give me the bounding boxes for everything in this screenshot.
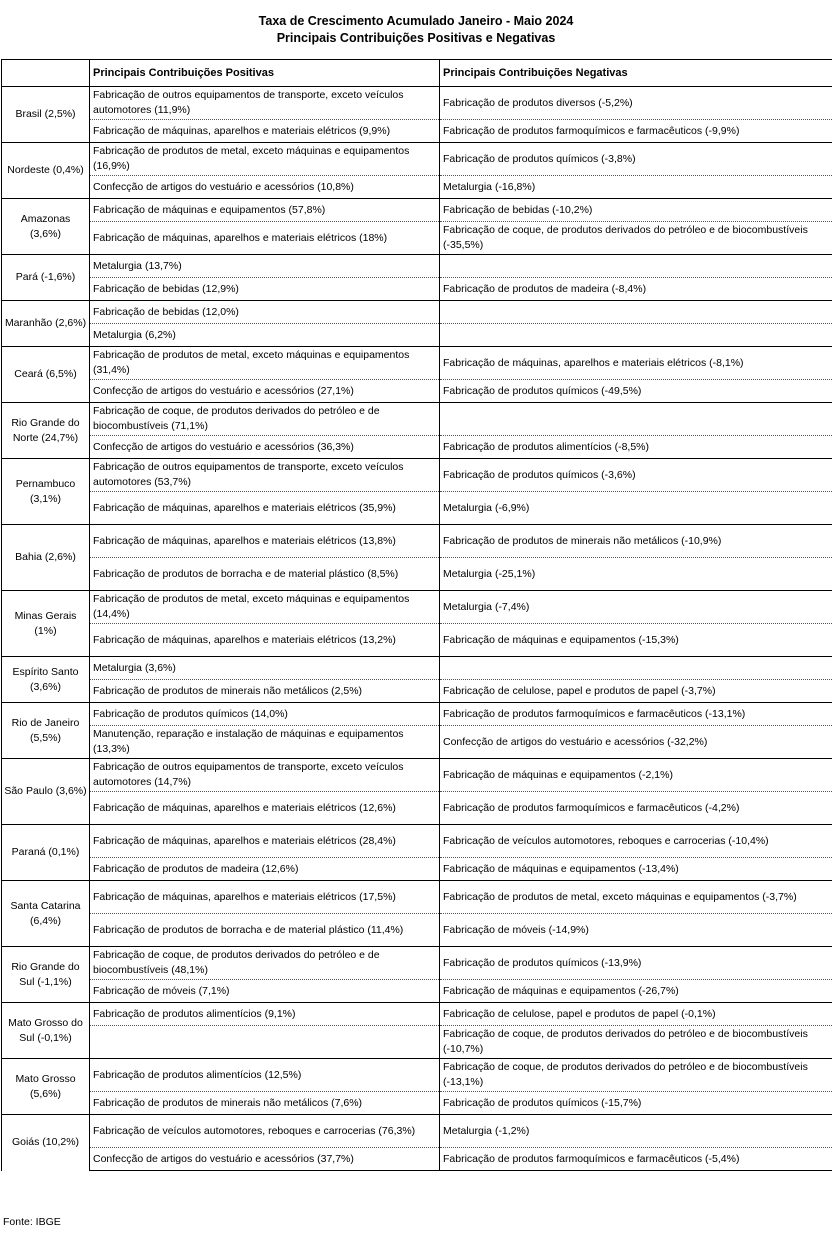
negative-contribution-cell (440, 403, 832, 436)
positive-contribution-cell: Fabricação de bebidas (12,9%) (90, 278, 440, 301)
positive-contribution-cell: Confecção de artigos do vestuário e acessórios (10,8%) (90, 176, 440, 199)
state-cell: Rio de Janeiro (5,5%) (2, 703, 90, 759)
table-row (2, 255, 832, 278)
negative-contribution-cell: Fabricação de veículos automotores, reboques e carrocerias (-10,4%) (440, 825, 832, 858)
negative-contribution-cell: Fabricação de produtos de madeira (-8,4%) (440, 278, 832, 301)
positive-contribution-cell: Fabricação de produtos de metal, exceto máquinas e equipamentos (14,4%) (90, 591, 440, 624)
negative-contribution-cell: Metalurgia (-1,2%) (440, 1115, 832, 1148)
positive-contribution-cell: Fabricação de máquinas, aparelhos e materiais elétricos (17,5%) (90, 881, 440, 914)
negative-contribution-cell: Metalurgia (-7,4%) (440, 591, 832, 624)
negative-contribution-cell (440, 301, 832, 324)
table-row (2, 726, 832, 759)
table-row (2, 680, 832, 703)
header-negative: Principais Contribuições Negativas (440, 60, 832, 87)
state-cell: Brasil (2,5%) (2, 87, 90, 143)
positive-contribution-cell: Fabricação de máquinas, aparelhos e materiais elétricos (18%) (90, 222, 440, 255)
positive-contribution-cell: Fabricação de bebidas (12,0%) (90, 301, 440, 324)
state-cell: Bahia (2,6%) (2, 525, 90, 591)
table-row (2, 87, 832, 120)
negative-contribution-cell: Fabricação de máquinas e equipamentos (-15,3%) (440, 624, 832, 657)
negative-contribution-cell: Fabricação de máquinas e equipamentos (-2,1%) (440, 759, 832, 792)
table-row (2, 176, 832, 199)
table-row (2, 436, 832, 459)
table-row (2, 301, 832, 324)
state-cell: Mato Grosso (5,6%) (2, 1059, 90, 1115)
table-row (2, 1115, 832, 1148)
positive-contribution-cell: Fabricação de máquinas, aparelhos e materiais elétricos (13,2%) (90, 624, 440, 657)
state-cell: Mato Grosso do Sul (-0,1%) (2, 1003, 90, 1059)
table-row (2, 1092, 832, 1115)
negative-contribution-cell: Fabricação de produtos farmoquímicos e farmacêuticos (-5,4%) (440, 1148, 832, 1171)
table-row (2, 657, 832, 680)
positive-contribution-cell: Fabricação de produtos químicos (14,0%) (90, 703, 440, 726)
negative-contribution-cell (440, 324, 832, 347)
state-cell: Espírito Santo (3,6%) (2, 657, 90, 703)
table-row (2, 881, 832, 914)
positive-contribution-cell: Fabricação de produtos de minerais não metálicos (2,5%) (90, 680, 440, 703)
table-row (2, 222, 832, 255)
negative-contribution-cell: Metalurgia (-6,9%) (440, 492, 832, 525)
table-row (2, 591, 832, 624)
state-cell: Goiás (10,2%) (2, 1115, 90, 1171)
negative-contribution-cell: Metalurgia (-16,8%) (440, 176, 832, 199)
negative-contribution-cell (440, 657, 832, 680)
positive-contribution-cell (90, 1026, 440, 1059)
table-row (2, 380, 832, 403)
positive-contribution-cell: Fabricação de produtos de metal, exceto máquinas e equipamentos (31,4%) (90, 347, 440, 380)
negative-contribution-cell: Fabricação de coque, de produtos derivados do petróleo e de biocombustíveis (-10,7%) (440, 1026, 832, 1059)
negative-contribution-cell: Fabricação de bebidas (-10,2%) (440, 199, 832, 222)
table-row (2, 825, 832, 858)
positive-contribution-cell: Fabricação de produtos de metal, exceto máquinas e equipamentos (16,9%) (90, 143, 440, 176)
positive-contribution-cell: Fabricação de outros equipamentos de transporte, exceto veículos automotores (14,7%) (90, 759, 440, 792)
table-row (2, 120, 832, 143)
table-row (2, 1026, 832, 1059)
positive-contribution-cell: Fabricação de móveis (7,1%) (90, 980, 440, 1003)
positive-contribution-cell: Confecção de artigos do vestuário e acessórios (27,1%) (90, 380, 440, 403)
negative-contribution-cell: Metalurgia (-25,1%) (440, 558, 832, 591)
state-cell: Paraná (0,1%) (2, 825, 90, 881)
positive-contribution-cell: Fabricação de produtos alimentícios (12,5%) (90, 1059, 440, 1092)
negative-contribution-cell: Fabricação de máquinas e equipamentos (-26,7%) (440, 980, 832, 1003)
state-cell: São Paulo (3,6%) (2, 759, 90, 825)
positive-contribution-cell: Confecção de artigos do vestuário e acessórios (37,7%) (90, 1148, 440, 1171)
negative-contribution-cell: Fabricação de produtos químicos (-3,6%) (440, 459, 832, 492)
source-note: Fonte: IBGE (3, 1216, 61, 1228)
header-state (2, 60, 90, 87)
positive-contribution-cell: Metalurgia (6,2%) (90, 324, 440, 347)
state-cell: Minas Gerais (1%) (2, 591, 90, 657)
positive-contribution-cell: Fabricação de máquinas, aparelhos e materiais elétricos (35,9%) (90, 492, 440, 525)
table-row (2, 278, 832, 301)
table-row (2, 199, 832, 222)
table-row (2, 1059, 832, 1092)
table-row (2, 324, 832, 347)
table-row (2, 858, 832, 881)
negative-contribution-cell: Confecção de artigos do vestuário e acessórios (-32,2%) (440, 726, 832, 759)
positive-contribution-cell: Fabricação de veículos automotores, reboques e carrocerias (76,3%) (90, 1115, 440, 1148)
negative-contribution-cell: Fabricação de celulose, papel e produtos de papel (-3,7%) (440, 680, 832, 703)
positive-contribution-cell: Fabricação de máquinas e equipamentos (57,8%) (90, 199, 440, 222)
table-row (2, 403, 832, 436)
state-cell: Ceará (6,5%) (2, 347, 90, 403)
negative-contribution-cell: Fabricação de produtos farmoquímicos e farmacêuticos (-4,2%) (440, 792, 832, 825)
table-row (2, 980, 832, 1003)
positive-contribution-cell: Fabricação de produtos de borracha e de material plástico (8,5%) (90, 558, 440, 591)
positive-contribution-cell: Fabricação de máquinas, aparelhos e materiais elétricos (9,9%) (90, 120, 440, 143)
negative-contribution-cell: Fabricação de coque, de produtos derivados do petróleo e de biocombustíveis (-35,5%) (440, 222, 832, 255)
table-row (2, 759, 832, 792)
state-cell: Rio Grande do Norte (24,7%) (2, 403, 90, 459)
header-row (2, 60, 832, 87)
table-row (2, 347, 832, 380)
table-row (2, 143, 832, 176)
positive-contribution-cell: Fabricação de produtos de minerais não metálicos (7,6%) (90, 1092, 440, 1115)
table-row (2, 492, 832, 525)
state-cell: Maranhão (2,6%) (2, 301, 90, 347)
negative-contribution-cell: Fabricação de produtos farmoquímicos e farmacêuticos (-13,1%) (440, 703, 832, 726)
positive-contribution-cell: Fabricação de outros equipamentos de transporte, exceto veículos automotores (11,9%) (90, 87, 440, 120)
negative-contribution-cell: Fabricação de produtos químicos (-15,7%) (440, 1092, 832, 1115)
table-row (2, 703, 832, 726)
table-row (2, 558, 832, 591)
negative-contribution-cell: Fabricação de produtos químicos (-3,8%) (440, 143, 832, 176)
table-row (2, 525, 832, 558)
contributions-table (1, 59, 832, 1171)
negative-contribution-cell (440, 255, 832, 278)
table-body (2, 87, 832, 1171)
positive-contribution-cell: Fabricação de outros equipamentos de transporte, exceto veículos automotores (53,7%) (90, 459, 440, 492)
negative-contribution-cell: Fabricação de produtos diversos (-5,2%) (440, 87, 832, 120)
table-row (2, 947, 832, 980)
state-cell: Nordeste (0,4%) (2, 143, 90, 199)
negative-contribution-cell: Fabricação de máquinas, aparelhos e materiais elétricos (-8,1%) (440, 347, 832, 380)
state-cell: Amazonas (3,6%) (2, 199, 90, 255)
negative-contribution-cell: Fabricação de móveis (-14,9%) (440, 914, 832, 947)
state-cell: Pará (-1,6%) (2, 255, 90, 301)
table-row (2, 914, 832, 947)
table-row (2, 1003, 832, 1026)
positive-contribution-cell: Metalurgia (13,7%) (90, 255, 440, 278)
positive-contribution-cell: Fabricação de máquinas, aparelhos e materiais elétricos (13,8%) (90, 525, 440, 558)
negative-contribution-cell: Fabricação de produtos alimentícios (-8,5%) (440, 436, 832, 459)
positive-contribution-cell: Confecção de artigos do vestuário e acessórios (36,3%) (90, 436, 440, 459)
table-row (2, 459, 832, 492)
positive-contribution-cell: Metalurgia (3,6%) (90, 657, 440, 680)
state-cell: Santa Catarina (6,4%) (2, 881, 90, 947)
negative-contribution-cell: Fabricação de produtos químicos (-49,5%) (440, 380, 832, 403)
negative-contribution-cell: Fabricação de produtos farmoquímicos e farmacêuticos (-9,9%) (440, 120, 832, 143)
positive-contribution-cell: Fabricação de coque, de produtos derivados do petróleo e de biocombustíveis (48,1%) (90, 947, 440, 980)
positive-contribution-cell: Manutenção, reparação e instalação de máquinas e equipamentos (13,3%) (90, 726, 440, 759)
negative-contribution-cell: Fabricação de celulose, papel e produtos de papel (-0,1%) (440, 1003, 832, 1026)
positive-contribution-cell: Fabricação de produtos de borracha e de material plástico (11,4%) (90, 914, 440, 947)
negative-contribution-cell: Fabricação de coque, de produtos derivados do petróleo e de biocombustíveis (-13,1%) (440, 1059, 832, 1092)
positive-contribution-cell: Fabricação de máquinas, aparelhos e materiais elétricos (12,6%) (90, 792, 440, 825)
positive-contribution-cell: Fabricação de coque, de produtos derivados do petróleo e de biocombustíveis (71,1%) (90, 403, 440, 436)
positive-contribution-cell: Fabricação de produtos de madeira (12,6%) (90, 858, 440, 881)
state-cell: Pernambuco (3,1%) (2, 459, 90, 525)
header-positive: Principais Contribuições Positivas (90, 60, 440, 87)
table-row (2, 1148, 832, 1171)
state-cell: Rio Grande do Sul (-1,1%) (2, 947, 90, 1003)
page-subtitle: Principais Contribuições Positivas e Negativas (276, 31, 556, 45)
table-row (2, 624, 832, 657)
table-row (2, 792, 832, 825)
positive-contribution-cell: Fabricação de máquinas, aparelhos e materiais elétricos (28,4%) (90, 825, 440, 858)
positive-contribution-cell: Fabricação de produtos alimentícios (9,1%) (90, 1003, 440, 1026)
negative-contribution-cell: Fabricação de produtos de minerais não metálicos (-10,9%) (440, 525, 832, 558)
negative-contribution-cell: Fabricação de produtos químicos (-13,9%) (440, 947, 832, 980)
negative-contribution-cell: Fabricação de produtos de metal, exceto máquinas e equipamentos (-3,7%) (440, 881, 832, 914)
page-title: Taxa de Crescimento Acumulado Janeiro - Maio 2024 (258, 14, 574, 28)
negative-contribution-cell: Fabricação de máquinas e equipamentos (-13,4%) (440, 858, 832, 881)
